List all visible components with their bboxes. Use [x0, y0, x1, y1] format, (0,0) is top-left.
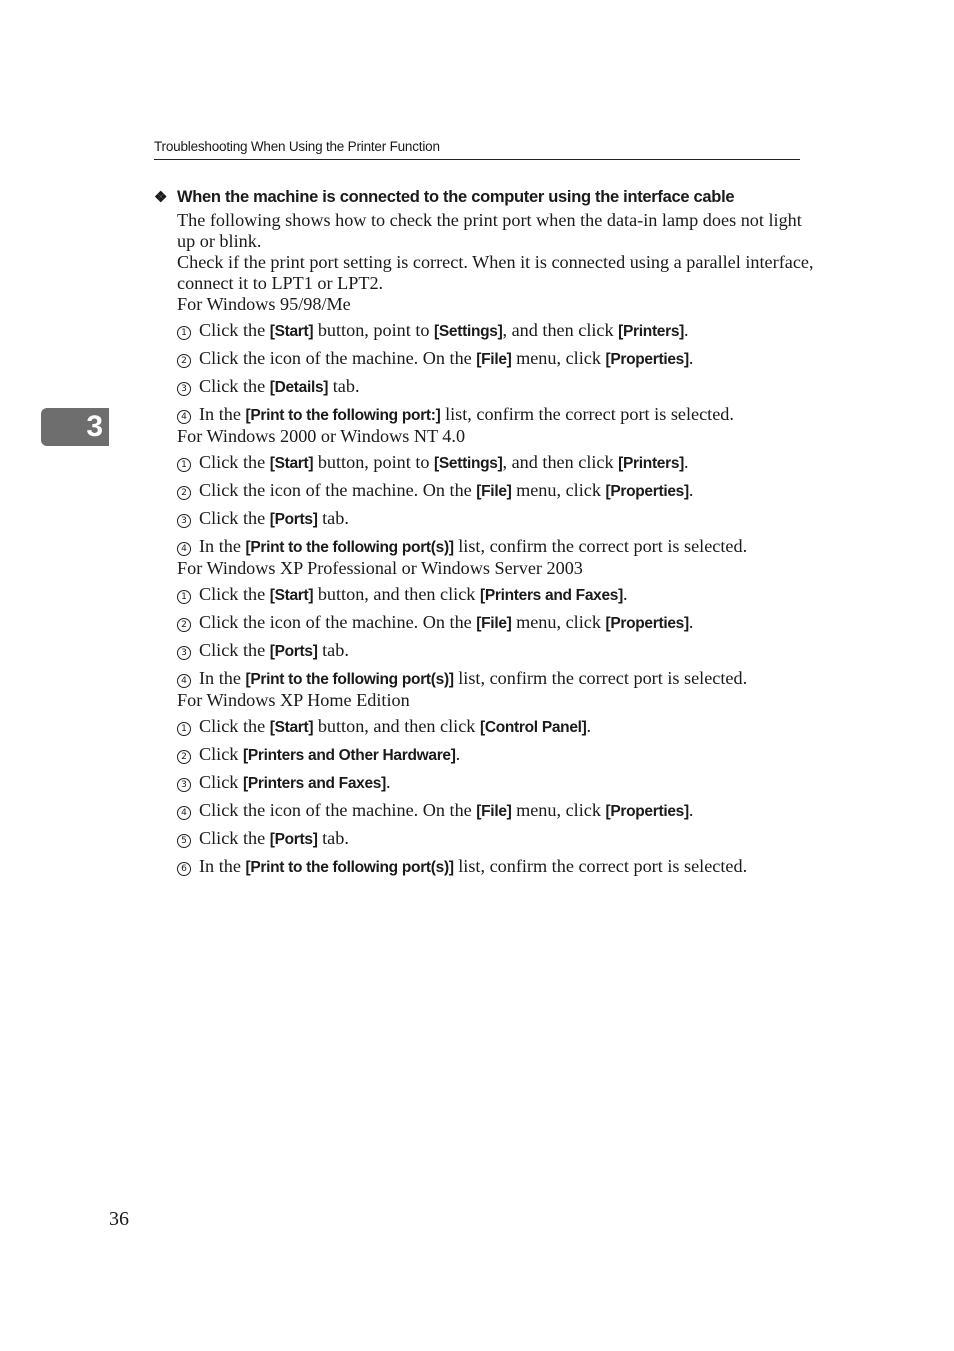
step-text: tab.	[317, 508, 349, 528]
step-text: Click the icon of the machine. On the	[199, 480, 477, 500]
step-item	[177, 612, 814, 634]
step-text: .	[684, 320, 689, 340]
step-item	[177, 536, 814, 558]
step-text: Click the icon of the machine. On the	[199, 800, 477, 820]
step-text: list, confirm the correct port is selected.	[453, 536, 748, 556]
step-text: button, and then click	[313, 716, 480, 736]
os-heading: For Windows XP Professional or Windows Server 2003	[177, 558, 583, 578]
step-text: .	[455, 744, 461, 764]
step-text: Click	[199, 744, 243, 764]
step-item	[177, 452, 814, 474]
ui-label: [Print to the following port:]	[245, 407, 441, 424]
ui-label: [File]	[476, 615, 512, 632]
step-number-icon: 3	[177, 514, 191, 528]
ui-label: [Print to the following port(s)]	[245, 859, 454, 876]
step-list	[177, 452, 814, 558]
step-text: Click the icon of the machine. On the	[199, 348, 477, 368]
step-number-icon: 1	[177, 590, 191, 604]
step-number-icon: 2	[177, 618, 191, 632]
running-header	[154, 138, 800, 160]
os-instruction-groups	[154, 294, 814, 878]
step-number-icon: 2	[177, 354, 191, 368]
step-number-icon: 2	[177, 486, 191, 500]
step-item	[177, 584, 814, 606]
step-text: .	[385, 772, 391, 792]
ui-label: [Start]	[269, 323, 314, 340]
step-number-icon: 5	[177, 834, 191, 848]
section-heading-text: When the machine is connected to the computer using the interface cable	[177, 188, 735, 206]
chapter-number: 3	[86, 410, 103, 443]
ui-label: [Printers and Faxes]	[242, 775, 386, 792]
ui-label: [Printers and Other Hardware]	[242, 747, 456, 764]
step-item	[177, 508, 814, 530]
ui-label: [File]	[476, 483, 512, 500]
ui-label: [Printers]	[618, 323, 685, 340]
step-text: Click the	[199, 508, 270, 528]
step-text: Click the	[199, 584, 270, 604]
step-number-icon: 4	[177, 806, 191, 820]
ui-label: [Details]	[269, 379, 329, 396]
ui-label: [Start]	[269, 719, 314, 736]
ui-label: [Properties]	[605, 615, 689, 632]
step-number-icon: 3	[177, 382, 191, 396]
os-heading: For Windows 95/98/Me	[177, 294, 351, 314]
step-list	[177, 320, 814, 426]
step-text: button, and then click	[313, 584, 480, 604]
step-text: Click the icon of the machine. On the	[199, 612, 477, 632]
ui-label: [Settings]	[434, 455, 503, 472]
step-text: Click the	[199, 376, 270, 396]
step-item	[177, 800, 814, 822]
step-number-icon: 4	[177, 410, 191, 424]
step-number-icon: 2	[177, 750, 191, 764]
step-text: .	[586, 716, 592, 736]
diamond-bullet-icon: ❖	[154, 189, 168, 206]
step-text: menu, click	[511, 800, 606, 820]
step-text: In the	[199, 404, 246, 424]
step-number-icon: 1	[177, 458, 191, 472]
step-text: Click the	[199, 828, 270, 848]
step-text: button, point to	[313, 452, 435, 472]
step-text: .	[688, 348, 694, 368]
ui-label: [Control Panel]	[479, 719, 587, 736]
ui-label: [Start]	[269, 587, 314, 604]
ui-label: [Printers and Faxes]	[479, 587, 623, 604]
page-number: 36	[109, 1208, 129, 1230]
step-text: In the	[199, 856, 246, 876]
ui-label: [Start]	[269, 455, 314, 472]
step-number-icon: 6	[177, 862, 191, 876]
ui-label: [Print to the following port(s)]	[245, 539, 454, 556]
ui-label: [Ports]	[269, 831, 318, 848]
step-item	[177, 348, 814, 370]
step-number-icon: 4	[177, 542, 191, 556]
ui-label: [Settings]	[434, 323, 503, 340]
step-text: , and then click	[502, 320, 619, 340]
ui-label: [File]	[476, 351, 512, 368]
step-text: tab.	[317, 640, 349, 660]
step-item	[177, 668, 814, 690]
ui-label: [Print to the following port(s)]	[245, 671, 454, 688]
step-number-icon: 1	[177, 326, 191, 340]
step-item	[177, 404, 814, 426]
step-item	[177, 856, 814, 878]
os-heading: For Windows XP Home Edition	[177, 690, 410, 710]
step-text: In the	[199, 536, 246, 556]
step-number-icon: 1	[177, 722, 191, 736]
step-item	[177, 716, 814, 738]
step-text: , and then click	[502, 452, 619, 472]
step-item	[177, 828, 814, 850]
step-text: tab.	[328, 376, 360, 396]
step-list	[177, 584, 814, 690]
step-text: .	[684, 452, 689, 472]
step-text: .	[688, 480, 694, 500]
step-text: button, point to	[313, 320, 435, 340]
intro-paragraph-2: Check if the print port setting is correct. When it is connected using a parallel interface, connect it to LPT1 or LPT2.	[177, 252, 814, 293]
step-text: tab.	[317, 828, 349, 848]
step-text: menu, click	[511, 480, 606, 500]
step-item	[177, 744, 814, 766]
section-content	[154, 185, 814, 878]
step-item	[177, 480, 814, 502]
step-text: .	[622, 584, 628, 604]
step-list	[177, 716, 814, 878]
ui-label: [File]	[476, 803, 512, 820]
step-text: In the	[199, 668, 246, 688]
step-item	[177, 376, 814, 398]
step-text: list, confirm the correct port is selected.	[453, 856, 748, 876]
ui-label: [Ports]	[269, 511, 318, 528]
step-item	[177, 772, 814, 794]
intro-paragraph-1: The following shows how to check the print port when the data-in lamp does not light up or blink.	[177, 210, 802, 251]
step-text: menu, click	[511, 612, 606, 632]
step-text: Click	[199, 772, 243, 792]
step-text: list, confirm the correct port is selected.	[453, 668, 748, 688]
step-number-icon: 3	[177, 646, 191, 660]
step-number-icon: 3	[177, 778, 191, 792]
step-text: Click the	[199, 320, 270, 340]
ui-label: [Properties]	[605, 483, 689, 500]
step-item	[177, 320, 814, 342]
os-heading: For Windows 2000 or Windows NT 4.0	[177, 426, 466, 446]
step-item	[177, 640, 814, 662]
step-text: Click the	[199, 640, 270, 660]
ui-label: [Properties]	[605, 803, 689, 820]
step-number-icon: 4	[177, 674, 191, 688]
ui-label: [Ports]	[269, 643, 318, 660]
step-text: list, confirm the correct port is selected.	[440, 404, 734, 424]
ui-label: [Printers]	[618, 455, 685, 472]
ui-label: [Properties]	[605, 351, 689, 368]
step-text: .	[688, 800, 694, 820]
chapter-tab	[41, 408, 109, 446]
step-text: .	[688, 612, 694, 632]
running-title: Troubleshooting When Using the Printer Function	[154, 139, 440, 154]
section-heading	[154, 185, 814, 210]
step-text: menu, click	[511, 348, 606, 368]
step-text: Click the	[199, 452, 270, 472]
step-text: Click the	[199, 716, 270, 736]
